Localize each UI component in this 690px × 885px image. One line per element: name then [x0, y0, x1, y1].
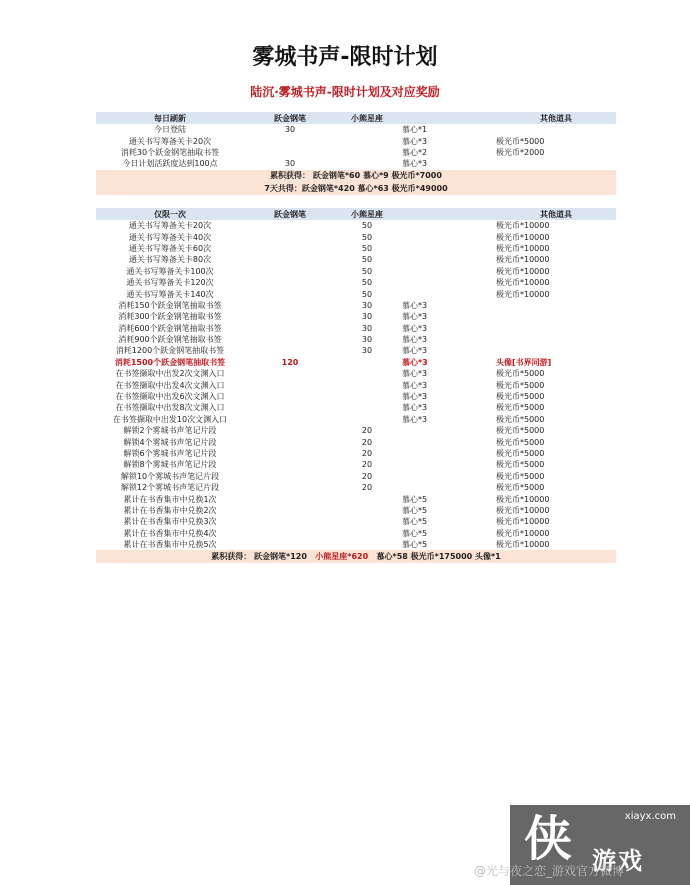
header-cell: 跃金钢笔	[244, 112, 336, 124]
table-cell: 30	[361, 312, 373, 322]
table-cell: 20	[361, 426, 373, 436]
table-row	[96, 516, 616, 527]
table-cell: 在书签撷取中出发8次文渊入口	[115, 403, 225, 413]
daily-header-row	[96, 112, 616, 124]
table-cell	[398, 254, 492, 265]
header-cell	[398, 112, 492, 124]
table-row	[96, 254, 616, 265]
table-cell: 50	[361, 255, 373, 265]
table-cell: 通关书写筹备关卡20次	[128, 136, 212, 146]
table-row	[96, 243, 616, 254]
table-cell	[244, 471, 336, 482]
header-cell: 其他道具	[492, 208, 616, 220]
table-cell: 慕心*5	[402, 494, 428, 504]
table-row	[96, 124, 616, 135]
once-total-pen: 跃金钢笔*120	[254, 552, 307, 562]
table-cell	[244, 379, 336, 390]
table-row	[96, 266, 616, 277]
table-row	[96, 368, 616, 379]
table-cell: 30	[284, 125, 296, 135]
table-cell: 极光币*5000	[496, 414, 545, 424]
table-cell	[398, 266, 492, 277]
table-cell	[492, 124, 616, 135]
table-cell	[336, 528, 398, 539]
table-cell	[336, 379, 398, 390]
table-cell: 30	[361, 300, 373, 310]
table-cell	[244, 391, 336, 402]
table-cell: 极光币*10000	[496, 540, 550, 550]
table-cell: 30	[361, 323, 373, 333]
table-cell	[398, 220, 492, 231]
table-cell: 消耗600个跃金钢笔抽取书签	[118, 323, 222, 333]
table-row	[96, 288, 616, 299]
table-cell: 解锁8个雾城书声笔记片段	[123, 460, 217, 470]
table-cell: 极光币*5000	[496, 437, 545, 447]
table-cell: 极光币*10000	[496, 528, 550, 538]
table-cell: 极光币*10000	[496, 232, 550, 242]
table-cell: 20	[361, 471, 373, 481]
table-row	[96, 135, 616, 146]
table-cell: 在书签撷取中出发10次文渊入口	[112, 414, 228, 424]
table-cell: 30	[361, 346, 373, 356]
table-cell	[336, 402, 398, 413]
table-cell	[244, 311, 336, 322]
table-cell: 极光币*5000	[496, 380, 545, 390]
table-cell: 20	[361, 483, 373, 493]
table-cell: 慕心*3	[402, 392, 428, 402]
table-cell	[244, 288, 336, 299]
header-cell: 小熊星座	[336, 208, 398, 220]
table-row	[96, 345, 616, 356]
table-cell	[336, 539, 398, 550]
table-row	[96, 220, 616, 231]
weibo-watermark: @光与夜之恋_游戏官方微博	[474, 864, 625, 878]
table-cell: 20	[361, 449, 373, 458]
table-row	[96, 391, 616, 402]
table-cell: 极光币*10000	[496, 221, 550, 231]
table-cell: 消耗1200个跃金钢笔抽取书签	[115, 346, 225, 356]
table-cell: 慕心*3	[402, 323, 428, 333]
table-cell: 极光币*5000	[496, 392, 545, 402]
table-cell: 今日登陆	[154, 125, 186, 135]
table-cell	[336, 147, 398, 158]
table-cell	[336, 391, 398, 402]
weekly-total-text: 7天共得：跃金钢笔*420 慕心*63 极光币*49000	[96, 182, 616, 195]
table-row	[96, 357, 616, 368]
table-cell: 50	[361, 278, 373, 288]
header-cell: 每日刷新	[96, 112, 244, 124]
table-cell	[492, 300, 616, 311]
daily-total-row	[96, 170, 616, 183]
table-cell: 解锁12个雾城书声笔记片段	[120, 483, 220, 493]
table-cell: 通关书写筹备关卡100次	[126, 266, 214, 276]
table-cell: 30	[284, 159, 296, 169]
table-cell: 累计在书香集市中兑换1次	[123, 494, 217, 504]
table-cell	[336, 124, 398, 135]
table-cell	[398, 471, 492, 482]
table-row	[96, 448, 616, 459]
table-cell: 50	[361, 266, 373, 276]
table-cell	[336, 414, 398, 425]
table-cell	[244, 334, 336, 345]
table-cell: 极光币*10000	[496, 494, 550, 504]
table-cell	[244, 300, 336, 311]
table-cell: 解锁4个雾城书声笔记片段	[123, 437, 217, 447]
table-cell	[244, 231, 336, 242]
header-cell: 其他道具	[492, 112, 616, 124]
table-row	[96, 334, 616, 345]
table-cell: 极光币*10000	[496, 517, 550, 527]
table-row	[96, 539, 616, 550]
once-total-star: 小熊星座*620	[315, 552, 369, 562]
table-cell: 极光币*5000	[496, 449, 545, 458]
once-total-rest: 慕心*58 极光币*175000 头像*1	[376, 552, 501, 562]
table-cell: 极光币*10000	[496, 255, 550, 265]
table-cell	[336, 493, 398, 504]
watermark-logo-char: 侠	[524, 811, 573, 867]
watermark-site: xiayx.com	[624, 811, 676, 822]
table-cell	[398, 277, 492, 288]
table-cell: 消耗150个跃金钢笔抽取书签	[118, 300, 222, 310]
table-cell	[244, 539, 336, 550]
table-row	[96, 414, 616, 425]
table-cell: 极光币*5000	[496, 403, 545, 413]
table-cell: 极光币*5000	[496, 136, 545, 146]
table-cell: 慕心*3	[402, 136, 428, 146]
table-row	[96, 528, 616, 539]
once-total-cell	[96, 550, 616, 563]
page-subtitle: 陆沉·雾城书声-限时计划及对应奖励	[250, 85, 440, 99]
weekly-total-row	[96, 182, 616, 195]
table-cell: 50	[361, 243, 373, 253]
table-cell	[244, 277, 336, 288]
table-cell: 50	[361, 221, 373, 231]
table-cell: 消耗30个跃金钢笔抽取书签	[120, 147, 220, 157]
table-cell: 极光币*5000	[496, 483, 545, 493]
table-cell	[336, 516, 398, 527]
table-cell: 慕心*5	[402, 505, 428, 515]
table-cell: 慕心*3	[402, 380, 428, 390]
table-cell	[244, 528, 336, 539]
table-cell	[244, 147, 336, 158]
table-cell: 通关书写筹备关卡20次	[128, 221, 212, 231]
table-cell: 在书签撷取中出发4次文渊入口	[115, 380, 225, 390]
table-cell: 通关书写筹备关卡140次	[126, 289, 214, 299]
table-cell: 在书签撷取中出发2次文渊入口	[115, 369, 225, 379]
table-row	[96, 459, 616, 470]
header-cell	[398, 208, 492, 220]
table-cell	[336, 505, 398, 516]
table-cell: 累计在书香集市中兑换3次	[123, 517, 217, 527]
table-cell	[244, 345, 336, 356]
table-cell: 慕心*3	[402, 403, 428, 413]
table-row	[96, 402, 616, 413]
table-cell: 慕心*2	[402, 147, 428, 157]
table-cell: 解锁2个雾城书声笔记片段	[123, 426, 217, 436]
table-cell	[244, 436, 336, 447]
watermark-brand: 游戏	[592, 847, 644, 875]
table-cell: 极光币*5000	[496, 471, 545, 481]
table-cell	[244, 135, 336, 146]
table-cell	[492, 334, 616, 345]
table-row	[96, 493, 616, 504]
table-cell: 慕心*3	[402, 357, 428, 367]
table-cell: 通关书写筹备关卡120次	[126, 278, 214, 288]
table-row	[96, 323, 616, 334]
header-cell: 仅限一次	[96, 208, 244, 220]
once-total-row	[96, 550, 616, 563]
table-cell	[336, 357, 398, 368]
page-title: 雾城书声-限时计划	[252, 45, 438, 70]
table-cell: 累计在书香集市中兑换5次	[123, 540, 217, 550]
daily-rows	[96, 124, 616, 170]
table-cell	[244, 493, 336, 504]
table-cell: 极光币*2000	[496, 147, 545, 157]
table-cell	[244, 323, 336, 334]
table-cell	[244, 254, 336, 265]
table-cell: 极光币*10000	[496, 278, 550, 288]
table-cell: 极光币*5000	[496, 460, 545, 470]
table-cell	[398, 425, 492, 436]
table-cell	[244, 243, 336, 254]
table-cell: 慕心*3	[402, 312, 428, 322]
table-cell: 30	[361, 335, 373, 345]
table-cell: 极光币*5000	[496, 369, 545, 379]
table-cell	[398, 436, 492, 447]
once-total-prefix: 累积获得：	[211, 552, 252, 562]
table-cell	[244, 459, 336, 470]
table-cell	[398, 459, 492, 470]
table-cell: 50	[361, 232, 373, 242]
table-cell: 慕心*3	[402, 369, 428, 379]
table-cell: 慕心*3	[402, 346, 428, 356]
daily-total-text: 累积获得： 跃金钢笔*60 慕心*9 极光币*7000	[96, 170, 616, 183]
table-row	[96, 311, 616, 322]
table-cell: 解锁6个雾城书声笔记片段	[123, 449, 217, 458]
table-cell	[244, 425, 336, 436]
table-cell: 慕心*3	[402, 300, 428, 310]
table-row	[96, 147, 616, 158]
table-row	[96, 158, 616, 169]
table-row	[96, 505, 616, 516]
table-cell	[398, 288, 492, 299]
table-cell: 极光币*10000	[496, 505, 550, 515]
table-cell	[492, 158, 616, 169]
table-cell: 累计在书香集市中兑换4次	[123, 528, 217, 538]
table-row	[96, 482, 616, 493]
table-cell	[244, 266, 336, 277]
table-cell: 慕心*5	[402, 517, 428, 527]
table-cell	[244, 414, 336, 425]
table-cell	[244, 516, 336, 527]
table-cell: 通关书写筹备关卡60次	[128, 243, 212, 253]
table-cell: 通关书写筹备关卡40次	[128, 232, 212, 242]
table-cell: 慕心*3	[402, 414, 428, 424]
table-cell	[244, 448, 336, 459]
header-cell: 小熊星座	[336, 112, 398, 124]
table-cell: 极光币*10000	[496, 289, 550, 299]
table-cell	[398, 482, 492, 493]
table-row	[96, 277, 616, 288]
table-row	[96, 436, 616, 447]
table-cell	[244, 220, 336, 231]
table-cell: 通关书写筹备关卡80次	[128, 255, 212, 265]
table-cell: 慕心*1	[402, 125, 428, 135]
table-cell	[244, 368, 336, 379]
table-cell: 50	[361, 289, 373, 299]
table-cell	[398, 448, 492, 459]
table-row	[96, 231, 616, 242]
table-cell: 20	[361, 460, 373, 470]
table-cell: 消耗900个跃金钢笔抽取书签	[118, 335, 222, 345]
table-cell: 在书签撷取中出发6次文渊入口	[115, 392, 225, 402]
table-cell: 慕心*3	[402, 159, 428, 169]
table-cell	[398, 243, 492, 254]
table-cell	[336, 135, 398, 146]
table-cell	[244, 505, 336, 516]
table-row	[96, 471, 616, 482]
table-cell: 极光币*10000	[496, 243, 550, 253]
table-cell: 慕心*5	[402, 540, 428, 550]
table-cell: 慕心*3	[402, 335, 428, 345]
once-header-row	[96, 208, 616, 220]
table-cell	[398, 231, 492, 242]
table-cell: 20	[361, 437, 373, 447]
table-cell	[244, 482, 336, 493]
table-cell: 消耗1500个跃金钢笔抽取书签	[114, 357, 226, 367]
header-cell: 跃金钢笔	[244, 208, 336, 220]
table-cell: 120	[281, 357, 299, 367]
once-rows	[96, 220, 616, 550]
daily-rewards-table	[96, 112, 616, 195]
table-cell	[492, 345, 616, 356]
table-cell: 解锁10个雾城书声笔记片段	[120, 471, 220, 481]
table-cell: 头像[书界同游]	[496, 357, 552, 367]
table-row	[96, 300, 616, 311]
table-cell: 消耗300个跃金钢笔抽取书签	[118, 312, 222, 322]
table-cell	[336, 368, 398, 379]
table-row	[96, 379, 616, 390]
table-cell	[492, 311, 616, 322]
table-row	[96, 425, 616, 436]
one-time-rewards-table	[96, 208, 616, 563]
table-cell	[492, 323, 616, 334]
table-cell: 今日计划活跃度达到100点	[122, 159, 218, 169]
table-cell: 极光币*5000	[496, 426, 545, 436]
table-cell: 慕心*5	[402, 528, 428, 538]
table-cell: 累计在书香集市中兑换2次	[123, 505, 217, 515]
table-cell	[336, 158, 398, 169]
table-cell	[244, 402, 336, 413]
table-cell: 极光币*10000	[496, 266, 550, 276]
